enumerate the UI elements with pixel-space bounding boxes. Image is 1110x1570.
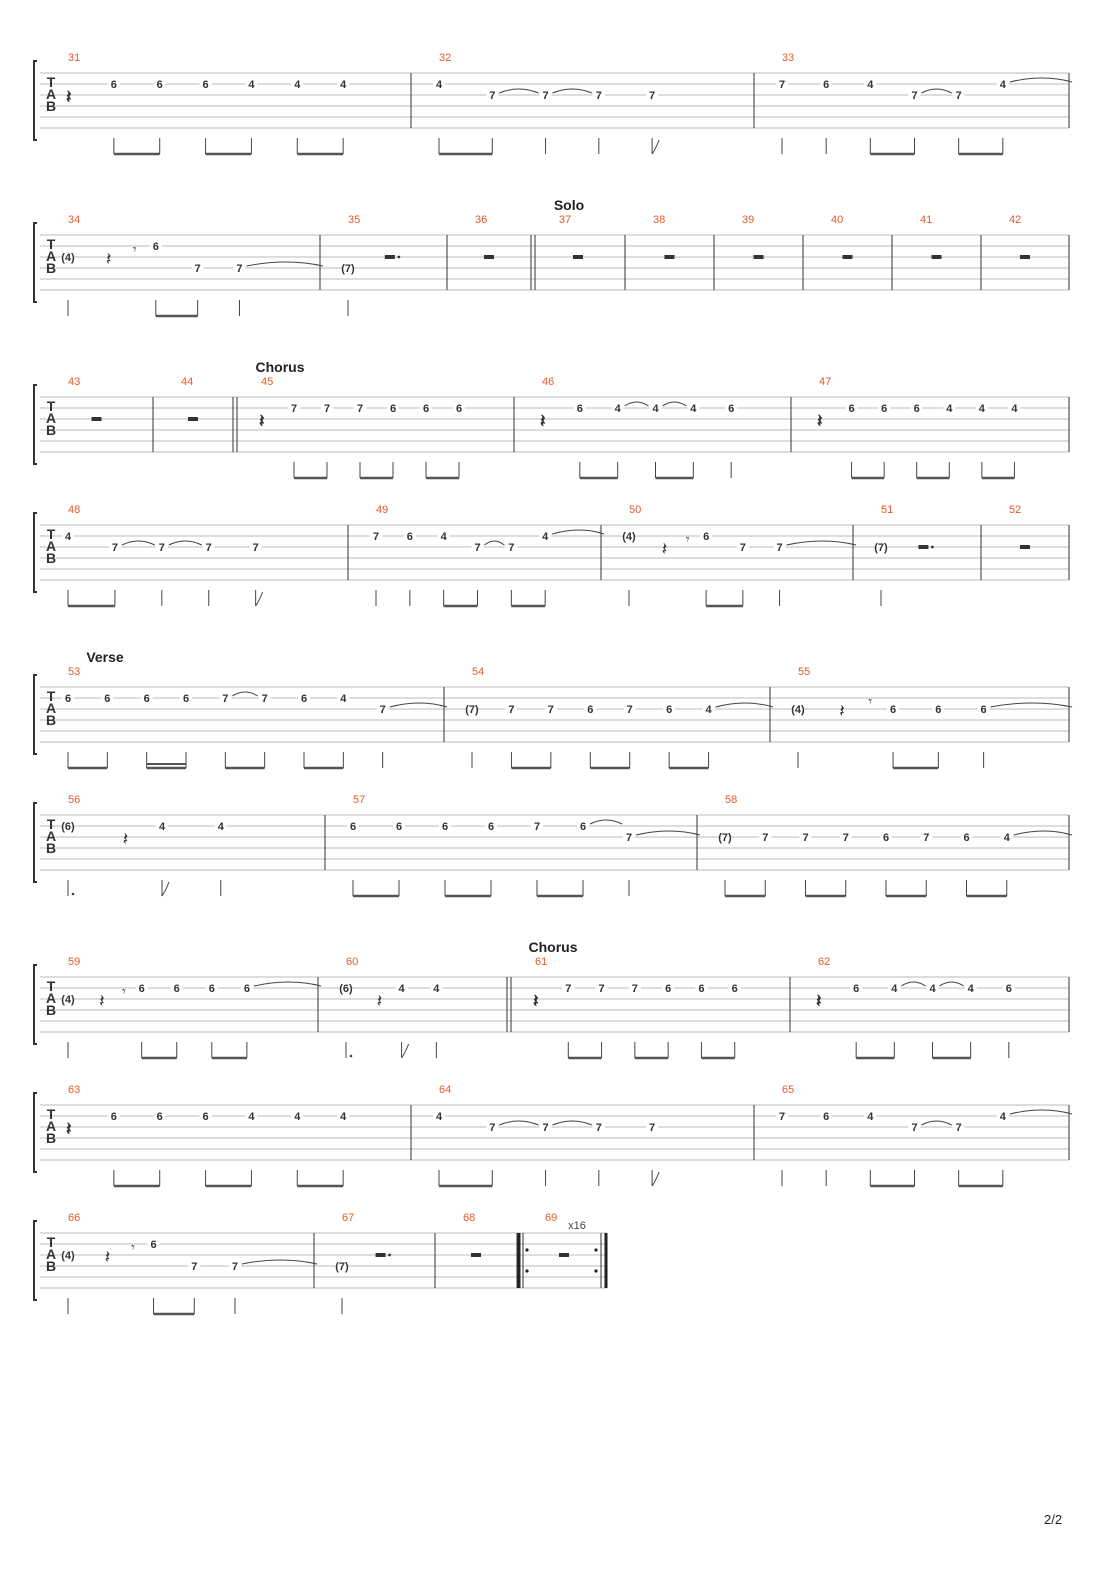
system-bracket — [34, 61, 37, 140]
fret-number: 6 — [728, 403, 735, 415]
fret-number: 6 — [156, 1111, 163, 1123]
fret-number: 6 — [110, 79, 117, 91]
tie-arc — [246, 262, 323, 266]
fret-number: 7 — [911, 1122, 918, 1134]
fret-number: 4 — [967, 983, 974, 995]
tie-arc — [590, 820, 622, 824]
fret-number: 4 — [929, 983, 936, 995]
tie-arc — [499, 1121, 538, 1125]
fret-number: 7 — [955, 1122, 962, 1134]
eighth-rest: 𝄾 — [132, 241, 137, 257]
note-flag — [402, 1044, 409, 1058]
fret-number: (7) — [874, 542, 888, 554]
fret-number: 4 — [999, 1111, 1006, 1123]
tab-clef-letter: T — [46, 978, 56, 994]
fret-number: 6 — [698, 983, 705, 995]
fret-number: 6 — [300, 693, 308, 705]
repeat-dot — [525, 1269, 528, 1272]
note-dot — [72, 893, 75, 896]
measure-number: 64 — [439, 1084, 452, 1096]
fret-number: 4 — [867, 79, 874, 91]
fret-number: 6 — [587, 704, 594, 716]
whole-rest — [665, 255, 675, 259]
quarter-rest: 𝄽 — [817, 411, 823, 431]
fret-number: 7 — [542, 90, 549, 102]
fret-number: 7 — [205, 542, 212, 554]
measure-number: 34 — [68, 214, 81, 226]
fret-number: 7 — [489, 90, 496, 102]
fret-number: 4 — [999, 79, 1006, 91]
measure-number: 58 — [725, 794, 738, 806]
whole-rest — [1020, 255, 1030, 259]
tie-arc — [1010, 1110, 1072, 1114]
quarter-rest: 𝄽 — [105, 249, 112, 269]
tab-clef-letter: T — [46, 74, 56, 90]
measure-number: 60 — [346, 956, 359, 968]
fret-number: 4 — [294, 79, 301, 91]
fret-number: 7 — [533, 821, 541, 833]
system-bracket — [34, 965, 37, 1044]
tie-arc — [232, 692, 257, 696]
tab-clef-letter: A — [45, 700, 57, 716]
system-bracket — [34, 1221, 37, 1300]
measure-number: 39 — [742, 214, 755, 226]
whole-rest — [559, 1253, 569, 1257]
measure-number: 41 — [920, 214, 933, 226]
fret-number: 7 — [372, 531, 380, 543]
fret-number: 7 — [191, 1261, 198, 1273]
eighth-rest: 𝄾 — [685, 531, 690, 547]
whole-rest — [471, 1253, 481, 1257]
tab-clef-letter: T — [46, 816, 56, 832]
fret-number: 4 — [433, 983, 440, 995]
fret-number: (4) — [61, 1250, 75, 1262]
measure-number: 52 — [1009, 504, 1022, 516]
tab-clef-letter: B — [45, 1130, 57, 1146]
fret-number: 7 — [762, 832, 769, 844]
fret-number: 6 — [823, 1111, 830, 1123]
fret-number: 7 — [323, 403, 331, 415]
fret-number: 7 — [261, 693, 268, 705]
note-flag — [256, 592, 263, 606]
fret-number: 6 — [980, 704, 987, 716]
system-bracket — [34, 803, 37, 882]
fret-number: 4 — [978, 403, 985, 415]
fret-number: 7 — [379, 704, 386, 716]
fret-number: (6) — [61, 821, 75, 833]
tie-arc — [940, 982, 964, 986]
fret-number: 7 — [842, 832, 849, 844]
tie-arc — [1010, 78, 1072, 82]
fret-number: 7 — [194, 263, 201, 275]
whole-rest — [843, 255, 853, 259]
fret-number: (7) — [465, 704, 479, 716]
fret-number: (7) — [718, 832, 732, 844]
quarter-rest: 𝄽 — [661, 539, 668, 559]
tab-clef-letter: T — [46, 236, 56, 252]
tab-clef-letter: B — [45, 1002, 57, 1018]
fret-number: 7 — [290, 403, 298, 415]
eighth-rest: 𝄾 — [868, 693, 873, 709]
fret-number: 6 — [881, 403, 888, 415]
note-flag — [652, 1172, 659, 1186]
measure-number: 43 — [68, 376, 81, 388]
tab-clef-letter: B — [45, 98, 57, 114]
measure-number: 47 — [819, 376, 832, 388]
half-rest — [376, 1253, 386, 1257]
fret-number: 6 — [349, 821, 357, 833]
fret-number: (7) — [335, 1261, 349, 1273]
fret-number: 6 — [487, 821, 495, 833]
fret-number: 7 — [778, 1111, 786, 1123]
fret-number: (6) — [339, 983, 353, 995]
fret-number: 4 — [946, 403, 953, 415]
fret-number: 7 — [802, 832, 809, 844]
half-rest — [385, 255, 395, 259]
fret-number: 7 — [236, 263, 243, 275]
fret-number: 7 — [625, 832, 633, 844]
tie-arc — [390, 703, 447, 707]
fret-number: 4 — [340, 1111, 347, 1123]
fret-number: 4 — [1003, 832, 1010, 844]
measure-number: 59 — [68, 956, 81, 968]
quarter-rest: 𝄽 — [66, 87, 72, 107]
fret-number: 7 — [222, 693, 229, 705]
fret-number: 7 — [547, 704, 554, 716]
tie-arc — [991, 703, 1072, 707]
fret-number: 4 — [435, 79, 443, 91]
fret-number: 7 — [649, 1122, 656, 1134]
measure-number: 48 — [68, 504, 81, 516]
quarter-rest: 𝄽 — [376, 991, 383, 1011]
repeat-count: x16 — [568, 1220, 586, 1232]
fret-number: 7 — [474, 542, 481, 554]
tab-clef-letter: B — [45, 712, 57, 728]
tab-clef-letter: B — [45, 422, 57, 438]
page-number: 2/2 — [1044, 1512, 1063, 1527]
tab-clef-letter: A — [45, 86, 57, 102]
tab-clef-letter: A — [45, 1118, 57, 1134]
fret-number: 6 — [104, 693, 111, 705]
fret-number: 7 — [158, 542, 165, 554]
fret-number: 4 — [614, 403, 621, 415]
fret-number: (4) — [791, 704, 805, 716]
fret-number: 7 — [542, 1122, 549, 1134]
fret-number: 7 — [598, 983, 605, 995]
eighth-rest: 𝄾 — [131, 1239, 135, 1255]
fret-number: 6 — [963, 832, 970, 844]
repeat-dot — [594, 1269, 597, 1272]
whole-rest — [573, 255, 583, 259]
tie-arc — [787, 541, 856, 545]
fret-number: 6 — [208, 983, 215, 995]
fret-number: 6 — [395, 821, 403, 833]
tie-arc — [242, 1260, 317, 1264]
repeat-dot — [594, 1248, 597, 1251]
fret-number: 4 — [248, 1111, 255, 1123]
tie-arc — [553, 89, 592, 93]
tie-arc — [552, 530, 604, 534]
tab-clef-letter: A — [45, 538, 57, 554]
measure-number: 45 — [261, 376, 274, 388]
tab-clef-letter: A — [45, 1246, 57, 1262]
fret-number: 6 — [848, 403, 855, 415]
fret-number: 6 — [579, 821, 587, 833]
measure-number: 66 — [68, 1212, 81, 1224]
fret-number: 7 — [911, 90, 918, 102]
measure-number: 49 — [376, 504, 389, 516]
fret-number: 6 — [666, 704, 673, 716]
fret-number: 7 — [776, 542, 783, 554]
fret-number: 6 — [243, 983, 250, 995]
tie-arc — [169, 541, 202, 545]
rest-dot — [388, 1254, 391, 1257]
measure-number: 32 — [439, 52, 452, 64]
fret-number: 6 — [853, 983, 860, 995]
tab-clef-letter: B — [45, 1258, 57, 1274]
whole-rest — [1020, 545, 1030, 549]
fret-number: 6 — [202, 1111, 209, 1123]
fret-number: 7 — [565, 983, 572, 995]
quarter-rest: 𝄽 — [839, 701, 845, 721]
tab-clef-letter: B — [45, 550, 57, 566]
fret-number: 6 — [143, 693, 150, 705]
fret-number: 7 — [739, 542, 746, 554]
fret-number: 6 — [110, 1111, 117, 1123]
fret-number: 6 — [406, 531, 413, 543]
fret-number: 6 — [389, 403, 397, 415]
fret-number: 4 — [542, 531, 549, 543]
fret-number: 4 — [294, 1111, 301, 1123]
fret-number: 6 — [202, 79, 209, 91]
quarter-rest: 𝄽 — [533, 991, 539, 1011]
fret-number: 7 — [923, 832, 930, 844]
fret-number: 6 — [913, 403, 920, 415]
fret-number: 4 — [340, 79, 347, 91]
note-flag — [162, 882, 169, 896]
measure-number: 46 — [542, 376, 555, 388]
measure-number: 63 — [68, 1084, 81, 1096]
fret-number: 7 — [626, 704, 633, 716]
fret-number: 6 — [138, 983, 145, 995]
eighth-rest: 𝄾 — [122, 983, 126, 999]
fret-number: 7 — [508, 704, 515, 716]
tie-arc — [922, 89, 952, 93]
tie-arc — [553, 1121, 592, 1125]
fret-number: 7 — [631, 983, 638, 995]
fret-number: (4) — [61, 252, 75, 264]
fret-number: 6 — [150, 1239, 157, 1251]
system-bracket — [34, 1093, 37, 1172]
quarter-rest: 𝄽 — [122, 829, 129, 849]
measure-number: 65 — [782, 1084, 795, 1096]
tie-arc — [922, 1121, 952, 1125]
tie-arc — [499, 89, 538, 93]
fret-number: 6 — [823, 79, 830, 91]
fret-number: 4 — [340, 693, 347, 705]
fret-number: 6 — [882, 832, 890, 844]
measure-number: 42 — [1009, 214, 1022, 226]
half-rest — [918, 545, 928, 549]
tie-arc — [254, 982, 321, 986]
measure-number: 68 — [463, 1212, 476, 1224]
fret-number: 6 — [152, 241, 159, 253]
whole-rest — [754, 255, 764, 259]
tab-clef-letter: T — [46, 688, 56, 704]
fret-number: 6 — [1005, 983, 1012, 995]
tab-clef-letter: T — [46, 526, 56, 542]
fret-number: 6 — [182, 693, 190, 705]
tie-arc — [901, 982, 925, 986]
measure-number: 51 — [881, 504, 894, 516]
fret-number: 4 — [435, 1111, 443, 1123]
tab-clef-letter: A — [45, 410, 57, 426]
fret-number: 4 — [690, 403, 697, 415]
fret-number: 7 — [595, 1122, 602, 1134]
quarter-rest: 𝄽 — [99, 991, 105, 1011]
measure-number: 31 — [68, 52, 81, 64]
fret-number: 7 — [595, 90, 602, 102]
tab-clef-letter: B — [45, 260, 57, 276]
system-bracket — [34, 385, 37, 464]
repeat-dot — [525, 1248, 528, 1251]
fret-number: 7 — [356, 403, 364, 415]
tie-arc — [663, 402, 687, 406]
note-flag — [652, 140, 659, 154]
measure-number: 62 — [818, 956, 831, 968]
fret-number: 7 — [778, 79, 786, 91]
measure-number: 55 — [798, 666, 811, 678]
fret-number: 7 — [955, 90, 962, 102]
fret-number: 6 — [665, 983, 672, 995]
fret-number: 6 — [441, 821, 449, 833]
fret-number: 4 — [652, 403, 659, 415]
section-label: Verse — [86, 649, 124, 665]
whole-rest — [932, 255, 942, 259]
fret-number: 6 — [422, 403, 430, 415]
measure-number: 37 — [559, 214, 572, 226]
fret-number: 4 — [64, 531, 72, 543]
quarter-rest: 𝄽 — [66, 1119, 72, 1139]
measure-number: 35 — [348, 214, 361, 226]
fret-number: 7 — [111, 542, 118, 554]
tab-clef-letter: A — [45, 248, 57, 264]
measure-number: 33 — [782, 52, 795, 64]
tab-clef-letter: B — [45, 840, 57, 856]
quarter-rest: 𝄽 — [540, 411, 546, 431]
measure-number: 61 — [535, 956, 548, 968]
tie-arc — [636, 831, 700, 835]
measure-number: 69 — [545, 1212, 558, 1224]
note-dot — [350, 1055, 353, 1058]
tie-arc — [122, 541, 155, 545]
system-bracket — [34, 513, 37, 592]
measure-number: 67 — [342, 1212, 355, 1224]
tie-arc — [1014, 831, 1072, 835]
fret-number: 7 — [252, 542, 259, 554]
tab-clef-letter: T — [46, 1106, 56, 1122]
tie-arc — [625, 402, 649, 406]
tab-clef-letter: T — [46, 1234, 56, 1250]
whole-rest — [92, 417, 102, 421]
fret-number: (4) — [622, 531, 636, 543]
measure-number: 36 — [475, 214, 488, 226]
quarter-rest: 𝄽 — [259, 411, 265, 431]
measure-number: 56 — [68, 794, 81, 806]
tie-arc — [716, 703, 773, 707]
section-label: Chorus — [255, 359, 305, 375]
fret-number: 4 — [398, 983, 405, 995]
section-label: Chorus — [528, 939, 578, 955]
quarter-rest: 𝄽 — [104, 1247, 111, 1267]
fret-number: 4 — [891, 983, 898, 995]
fret-number: 6 — [455, 403, 463, 415]
fret-number: 4 — [440, 531, 447, 543]
fret-number: (7) — [341, 263, 355, 275]
measure-number: 44 — [181, 376, 194, 388]
measure-number: 57 — [353, 794, 366, 806]
measure-number: 54 — [472, 666, 485, 678]
fret-number: 6 — [703, 531, 710, 543]
tie-arc — [485, 541, 505, 545]
quarter-rest: 𝄽 — [816, 991, 822, 1011]
fret-number: 6 — [173, 983, 180, 995]
fret-number: 6 — [156, 79, 163, 91]
fret-number: 4 — [217, 821, 224, 833]
measure-number: 38 — [653, 214, 666, 226]
whole-rest — [188, 417, 198, 421]
fret-number: 7 — [649, 90, 656, 102]
fret-number: 6 — [576, 403, 583, 415]
section-label: Solo — [553, 197, 585, 213]
fret-number: 4 — [705, 704, 712, 716]
fret-number: 4 — [248, 79, 255, 91]
tab-clef-letter: T — [46, 398, 56, 414]
fret-number: 4 — [1011, 403, 1018, 415]
fret-number: 6 — [64, 693, 72, 705]
fret-number: (4) — [61, 994, 75, 1006]
fret-number: 6 — [935, 704, 942, 716]
fret-number: 7 — [231, 1261, 239, 1273]
tab-clef-letter: A — [45, 990, 57, 1006]
rest-dot — [397, 256, 400, 259]
fret-number: 6 — [731, 983, 738, 995]
tab-clef-letter: A — [45, 828, 57, 844]
whole-rest — [484, 255, 494, 259]
measure-number: 50 — [629, 504, 642, 516]
system-bracket — [34, 223, 37, 302]
fret-number: 7 — [508, 542, 515, 554]
system-bracket — [34, 675, 37, 754]
fret-number: 6 — [890, 704, 897, 716]
fret-number: 4 — [867, 1111, 874, 1123]
fret-number: 7 — [489, 1122, 496, 1134]
measure-number: 40 — [831, 214, 844, 226]
measure-number: 53 — [68, 666, 81, 678]
rest-dot — [931, 546, 934, 549]
fret-number: 4 — [158, 821, 166, 833]
